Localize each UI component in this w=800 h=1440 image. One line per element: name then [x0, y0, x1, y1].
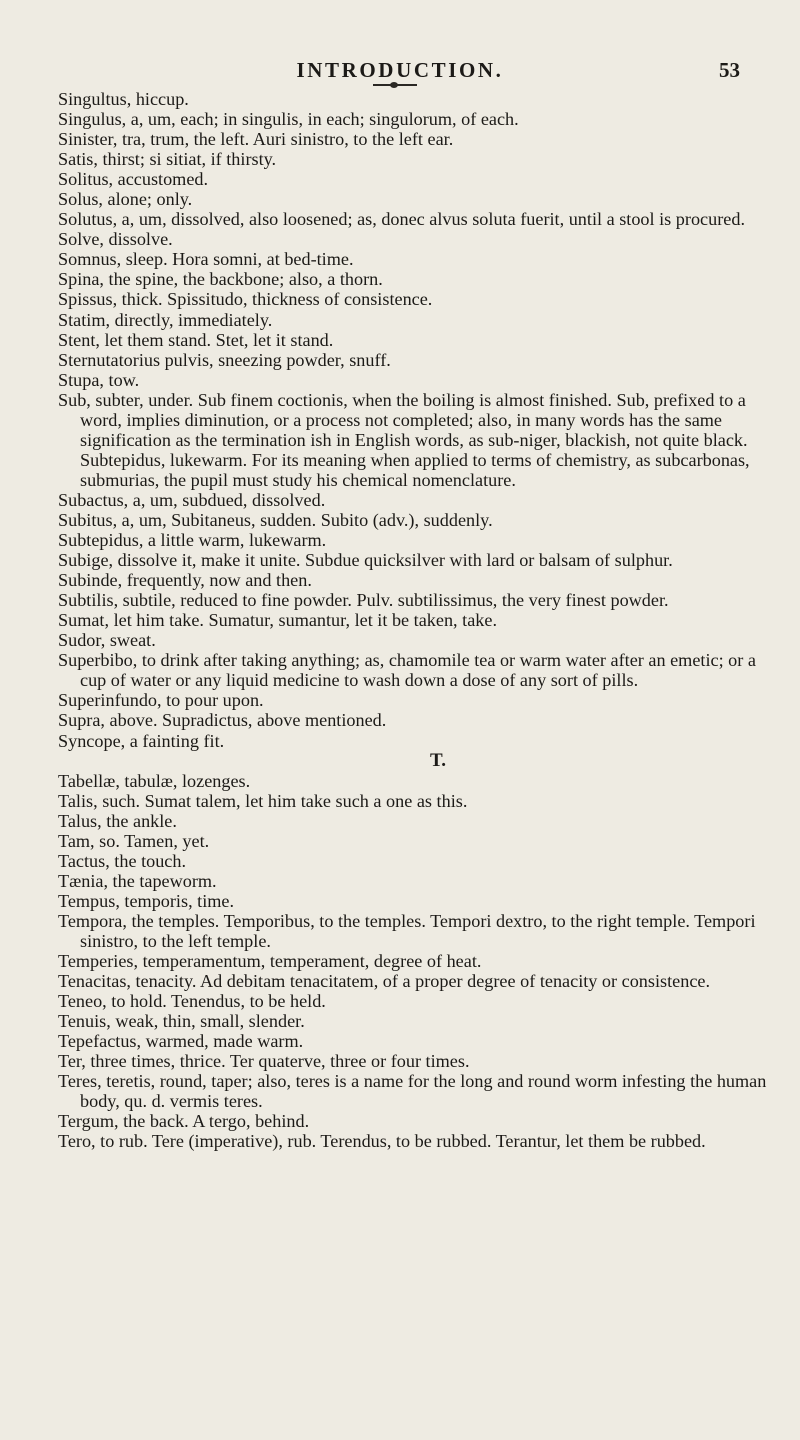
glossary-entry: Ter, three times, thrice. Ter quaterve, three or four times. [58, 1051, 470, 1072]
glossary-entry: Temperies, temperamentum, temperament, degree of heat. [58, 950, 482, 971]
glossary-entry: Tabellæ, tabulæ, lozenges. [58, 770, 251, 791]
glossary-entries [58, 89, 778, 1151]
glossary-entry: Solutus, a, um, dissolved, also loosened; as, donec alvus soluta fuerit, until a stool is procured. [58, 209, 745, 230]
header-rule-ornament [373, 84, 417, 86]
glossary-entry: Subtilis, subtile, reduced to fine powder. Pulv. subtilissimus, the very finest powder. [58, 590, 669, 611]
glossary-entry: Tenacitas, tenacity. Ad debitam tenacitatem, of a proper degree of tenacity or consistence. [58, 971, 711, 992]
glossary-entry: Teres, teretis, round, taper; also, teres is a name for the long and round worm infesting the human body, qu. d. vermis teres. [58, 1071, 767, 1112]
glossary-entry: Tenuis, weak, thin, small, slender. [58, 1011, 305, 1032]
glossary-entry: Stent, let them stand. Stet, let it stand. [58, 329, 334, 350]
page-number: 53 [719, 58, 740, 82]
glossary-entry: Sudor, sweat. [58, 630, 156, 651]
section-letter-heading: T. [429, 749, 446, 771]
glossary-entry: Spina, the spine, the backbone; also, a thorn. [58, 269, 383, 290]
glossary-entry: Sumat, let him take. Sumatur, sumantur, let it be taken, take. [58, 610, 497, 631]
glossary-entry: Talis, such. Sumat talem, let him take such a one as this. [58, 790, 468, 811]
glossary-entry: Talus, the ankle. [58, 810, 177, 831]
glossary-entry: Sub, subter, under. Sub finem coctionis, when the boiling is almost finished. Sub, prefixed to a word, implies diminution, or a process not completed; also, in many words has the same signification as the termination ish in English words, as sub-niger, blackish, not quite black. Subtepidus, lukewarm. For its meaning when applied to terms of chemistry, as subcarbonas, submurias, the pupil must study his chemical nomenclature. [58, 389, 750, 490]
glossary-entry: Stupa, tow. [58, 369, 140, 390]
glossary-entry: Subitus, a, um, Subitaneus, sudden. Subito (adv.), suddenly. [58, 509, 493, 530]
glossary-entry: Tempus, temporis, time. [58, 890, 235, 911]
glossary-entry: Supra, above. Supradictus, above mentioned. [58, 710, 387, 731]
running-title: INTRODUCTION. [296, 58, 504, 82]
glossary-entry: Singulus, a, um, each; in singulis, in each; singulorum, of each. [58, 109, 519, 130]
glossary-entry: Tænia, the tapeworm. [58, 870, 217, 891]
glossary-entry: Sinister, tra, trum, the left. Auri sinistro, to the left ear. [58, 129, 454, 150]
glossary-entry: Superbibo, to drink after taking anything; as, chamomile tea or warm water after an emetic; or a cup of water or any liquid medicine to wash down a dose of any sort of pills. [58, 650, 756, 691]
glossary-entry: Solitus, accustomed. [58, 169, 209, 190]
glossary-entry: Superinfundo, to pour upon. [58, 690, 264, 711]
glossary-entry: Spissus, thick. Spissitudo, thickness of consistence. [58, 289, 433, 310]
glossary-entry: Teneo, to hold. Tenendus, to be held. [58, 991, 326, 1012]
glossary-entry: Sternutatorius pulvis, sneezing powder, snuff. [58, 349, 391, 370]
glossary-entry: Satis, thirst; si sitiat, if thirsty. [58, 149, 277, 170]
glossary-entry: Subtepidus, a little warm, lukewarm. [58, 530, 327, 551]
glossary-entry: Syncope, a fainting fit. [58, 730, 225, 751]
glossary-entry: Tam, so. Tamen, yet. [58, 830, 210, 851]
glossary-entry: Statim, directly, immediately. [58, 309, 273, 330]
glossary-entry: Subactus, a, um, subdued, dissolved. [58, 489, 326, 510]
glossary-entry: Singultus, hiccup. [58, 89, 189, 109]
glossary-entry: Solus, alone; only. [58, 189, 193, 210]
glossary-entry: Tergum, the back. A tergo, behind. [58, 1111, 310, 1132]
glossary-entry: Solve, dissolve. [58, 229, 173, 250]
glossary-entry: Subinde, frequently, now and then. [58, 570, 312, 591]
glossary-entry: Tero, to rub. Tere (imperative), rub. Terendus, to be rubbed. Terantur, let them be rubbed. [58, 1131, 706, 1152]
glossary-entry: Somnus, sleep. Hora somni, at bed-time. [58, 249, 354, 270]
glossary-entry: Subige, dissolve it, make it unite. Subdue quicksilver with lard or balsam of sulphur. [58, 550, 673, 571]
glossary-entry: Tactus, the touch. [58, 850, 187, 871]
glossary-entry: Tempora, the temples. Temporibus, to the temples. Tempori dextro, to the right temple. Tempori sinistro, to the left temple. [58, 910, 756, 951]
glossary-entry: Tepefactus, warmed, made warm. [58, 1031, 304, 1052]
